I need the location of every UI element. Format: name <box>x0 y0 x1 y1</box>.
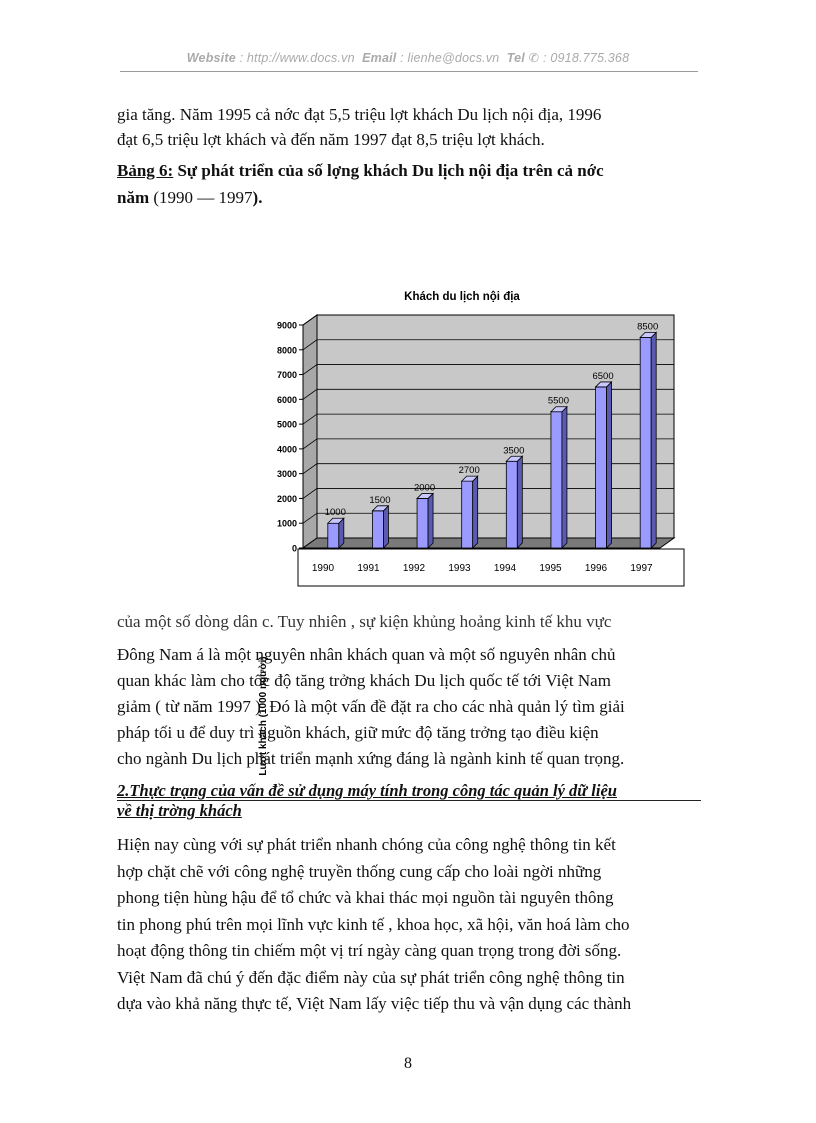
chart-side-wall <box>303 315 317 548</box>
y-tick-label: 6000 <box>276 394 297 405</box>
chart-floor <box>303 538 674 548</box>
para2-line-2: quan khác làm cho tốc độ tăng trởng khách Du lịch quốc tế tới Việt Nam <box>117 671 611 690</box>
bar-side <box>651 332 656 548</box>
x-tick-label: 1995 <box>539 563 562 574</box>
heading-line-2: về thị trờng khách <box>117 801 242 820</box>
heading-line-1: 2.Thực trạng của vấn đề sử dụng máy tính trong công tác quản lý dữ liệu <box>117 781 617 800</box>
caption-text-1: Sự phát triển của số lợng khách Du lịch nội địa trên cả nớc <box>173 161 604 180</box>
y-tick-label: 1000 <box>276 518 297 529</box>
chart-category-table <box>298 549 684 586</box>
page-number: 8 <box>404 1055 412 1072</box>
para2-line-3: giảm ( từ năm 1997 ). Đó là một vấn đề đặt ra cho các nhà quản lý tìm giải <box>117 697 625 716</box>
paragraph-2 <box>117 642 697 772</box>
bar-front <box>551 412 562 548</box>
chart-bar <box>506 456 522 548</box>
cropped-line-text: của một số dòng dân c. Tuy nhiên , sự kiện khủng hoảng kinh tế khu vực <box>117 612 612 631</box>
x-tick-label: 1992 <box>402 563 426 574</box>
chart-bar <box>640 332 656 548</box>
chart-ylabel: Lượt khách (1000 người) <box>258 656 269 776</box>
y-tick-label: 2000 <box>276 493 297 504</box>
bar-side <box>428 493 433 548</box>
y-tick-label: 0 <box>291 543 297 554</box>
bar-side <box>607 382 612 548</box>
y-tick-label: 7000 <box>276 370 297 381</box>
y-tick-label: 8000 <box>276 345 297 356</box>
section-heading <box>117 781 701 821</box>
x-tick-label: 1994 <box>493 563 517 574</box>
bar-front <box>506 461 517 548</box>
chart-y-ticks <box>277 321 303 554</box>
intro-paragraph <box>117 102 697 152</box>
bar-side <box>473 476 478 548</box>
para3-line-6: Việt Nam đã chú ý đến đặc điểm này của sự phát triển công nghệ thông tin <box>117 967 625 987</box>
bar-front <box>328 523 339 548</box>
data-label: 5500 <box>547 395 570 407</box>
para3-line-3: phong tiện hùng hậu để tổ chức và khai thác mọi nguồn tài nguyên thông <box>117 888 614 907</box>
data-label: 1500 <box>369 494 391 506</box>
data-label: 2700 <box>458 465 480 477</box>
bar-side <box>383 506 388 548</box>
y-tick-label: 9000 <box>276 320 297 331</box>
bar-front <box>462 481 473 548</box>
x-tick-label: 1991 <box>357 563 380 574</box>
email-value: : lienhe@docs.vn <box>400 51 500 65</box>
chart-bar <box>462 476 478 548</box>
cropped-line <box>117 612 697 634</box>
bar-front <box>596 387 607 548</box>
caption-text-2c: ). <box>252 188 263 207</box>
paragraph-3 <box>117 832 697 1018</box>
data-label: 8500 <box>637 321 659 333</box>
para3-line-2: hợp chặt chẽ với công nghệ truyền thống cung cấp cho loài ngời những <box>117 861 602 881</box>
chart-bar <box>551 407 567 548</box>
x-tick-label: 1997 <box>630 563 653 574</box>
website-label: Website <box>186 51 236 65</box>
bar-front <box>640 337 651 548</box>
bar-side <box>562 407 567 548</box>
bar-front <box>417 498 428 548</box>
para3-line-5: hoạt động thông tin chiếm một vị trí ngày càng quan trọng trong đời sống. <box>117 941 622 960</box>
para2-line-4: pháp tối u để duy trì nguồn khách, giữ mức độ tăng trởng tạo điều kiện <box>117 723 599 742</box>
website-value: : http://www.docs.vn <box>239 51 355 65</box>
x-tick-label: 1993 <box>448 563 471 574</box>
chart-bar <box>596 382 612 548</box>
para3-line-4: tin phong phú trên mọi lĩnh vực kinh tế , khoa học, xã hội, văn hoá làm cho <box>117 914 630 934</box>
caption-label: Bảng 6: <box>117 161 174 180</box>
table-caption <box>117 157 697 211</box>
para2-line-5: cho ngành Du lịch phát triển mạnh xứng đáng là ngành kinh tế quan trọng. <box>117 749 625 768</box>
intro-line-1: gia tăng. Năm 1995 cả nớc đạt 5,5 triệu lợt khách Du lịch nội địa, 1996 <box>117 105 602 124</box>
data-label: 2000 <box>413 482 436 494</box>
intro-line-2: đạt 6,5 triệu lợt khách và đến năm 1997 đạt 8,5 triệu lợt khách. <box>117 130 545 149</box>
chart-bar <box>372 506 388 548</box>
caption-text-2a: năm <box>117 188 150 207</box>
x-tick-label: 1996 <box>584 563 608 574</box>
chart-bar <box>417 493 433 548</box>
caption-text-2b: (1990 — 1997 <box>149 188 253 207</box>
header-divider <box>120 71 698 72</box>
page-header <box>120 50 696 65</box>
bar-side <box>517 456 522 548</box>
chart-bar <box>328 518 344 548</box>
x-tick-label: 1990 <box>311 563 335 574</box>
email-label: Email <box>362 51 397 65</box>
data-label: 1000 <box>324 507 346 519</box>
bar-front <box>372 511 383 548</box>
para3-line-1: Hiện nay cùng với sự phát triển nhanh chóng của công nghệ thông tin kết <box>117 835 616 854</box>
tel-label: Tel <box>506 51 525 65</box>
chart-title: Khách du lịch nội địa <box>404 291 520 303</box>
para2-line-1: Đông Nam á là một nguyên nhân khách quan và một số nguyên nhân chủ <box>117 645 616 664</box>
y-tick-label: 5000 <box>276 419 297 430</box>
tel-value: ✆ : 0918.775.368 <box>528 51 630 65</box>
heading-rule <box>117 800 701 801</box>
y-tick-label: 3000 <box>276 469 297 480</box>
data-label: 6500 <box>592 370 614 382</box>
y-tick-label: 4000 <box>276 444 297 455</box>
data-label: 3500 <box>503 445 525 457</box>
para3-line-7: dựa vào khả năng thực tế, Việt Nam lấy việc tiếp thu và vận dụng các thành <box>117 994 632 1013</box>
